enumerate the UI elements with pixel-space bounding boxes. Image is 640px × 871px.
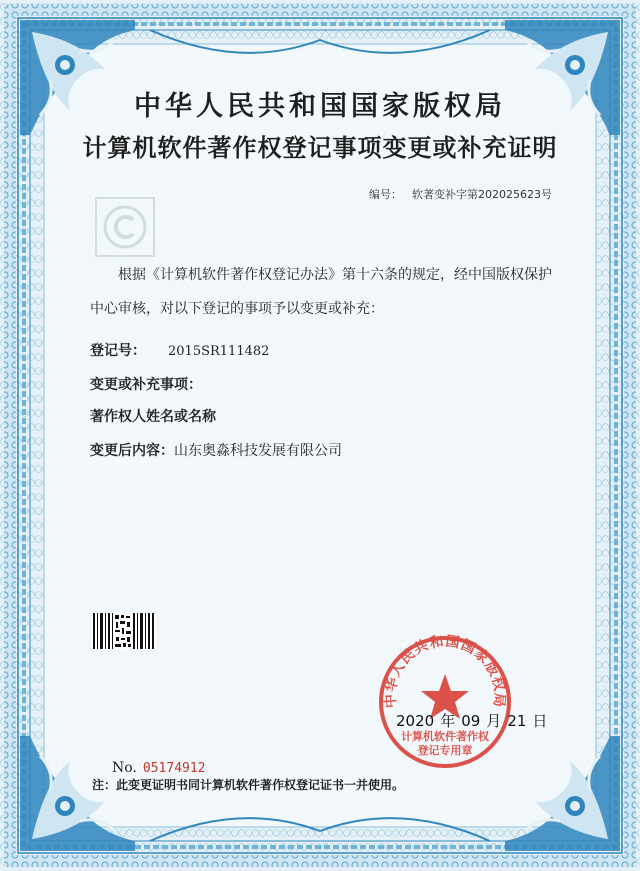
copyright-watermark-icon (94, 196, 156, 258)
reg-no-row (90, 340, 269, 360)
change-item-label: 变更或补充事项： (90, 377, 202, 393)
after-label: 变更后内容： (90, 443, 174, 459)
date-year: 2020 (396, 712, 435, 730)
certificate-number (369, 186, 552, 202)
number-label: 编号： (369, 188, 402, 201)
seal-inner-line1: 计算机软件著作权 (401, 730, 489, 743)
date-month-unit: 月 (486, 712, 502, 730)
title-sub: 计算机软件著作权登记事项变更或补充证明 (82, 133, 558, 162)
reg-no-label: 登记号： (90, 343, 146, 359)
serial-value: 05174912 (142, 761, 206, 776)
number-value: 软著变补字第202025623号 (412, 188, 552, 201)
date-day-unit: 日 (532, 712, 548, 730)
date-year-unit: 年 (440, 712, 456, 730)
intro-paragraph: 根据《计算机软件著作权登记办法》第十六条的规定，经中国版权保护中心审核，对以下登记的事项予以变更或补充： (90, 267, 552, 317)
barcode-icon (92, 612, 156, 650)
after-value: 山东奥淼科技发展有限公司 (174, 443, 342, 459)
serial-label: No. (112, 760, 137, 776)
seal-outer-text: 中华人民共和国国家版权局 (382, 633, 508, 709)
date-month: 09 (461, 712, 481, 730)
official-seal (375, 632, 515, 772)
change-item-value-row (90, 406, 216, 426)
reg-no-value: 2015SR111482 (168, 344, 270, 359)
date-day: 21 (507, 712, 527, 730)
change-item-row (90, 374, 202, 394)
title-main: 中华人民共和国国家版权局 (134, 91, 506, 122)
change-item-value: 著作权人姓名或名称 (90, 409, 216, 425)
issue-date (396, 710, 553, 731)
after-content-row (90, 440, 342, 460)
serial-number (112, 760, 206, 776)
footnote: 注：此变更证明书同计算机软件著作权登记证书一并使用。 (92, 778, 405, 792)
seal-inner-line2: 登记专用章 (417, 744, 473, 757)
